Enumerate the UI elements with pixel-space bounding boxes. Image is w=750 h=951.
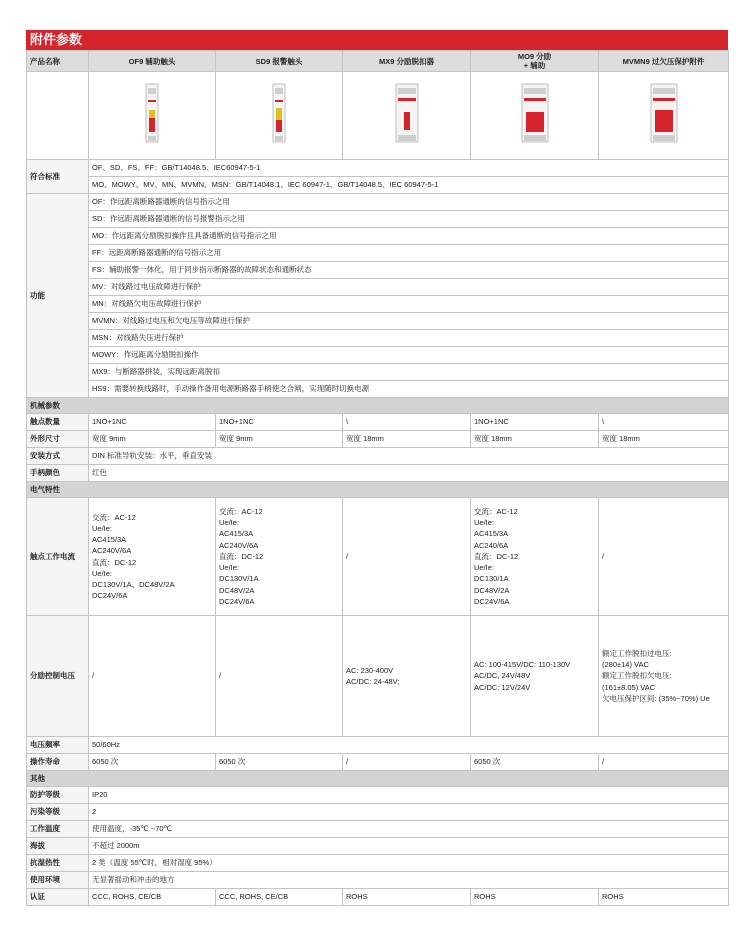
contacts-label: 触点数量 [27,414,89,431]
size-value: 宽度 18mm [343,431,471,448]
function-row [27,262,729,279]
mount-label: 安装方式 [27,448,89,465]
function-item: MO：作远距离分励脱扣操作且具备通断的信号指示之用 [89,228,729,245]
size-row [27,431,729,448]
function-row [27,364,729,381]
function-row [27,347,729,364]
shunt-voltage-value: AC: 230-400V AC/DC: 24-48V; [343,616,471,737]
function-item: MSN：对线路失压进行保护 [89,330,729,347]
altitude-row [27,838,729,855]
function-item: MX9：与断路器拼装，实现远距离脱扣 [89,364,729,381]
ip-row [27,787,729,804]
function-row [27,279,729,296]
contacts-value: 1NO+1NC [89,414,216,431]
altitude-label: 海拔 [27,838,89,855]
pollution-label: 污染等级 [27,804,89,821]
mount-value: DIN 标准导轨安装：水平，垂直安装 [89,448,729,465]
product-header-mx9: MX9 分励脱扣器 [343,51,471,72]
standards-line-2: MO、MOWY、MV、MN、MVMN、MSN：GB/T14048.1、IEC 60947-1、GB/T14048.5、IEC 60947-5-1 [89,177,729,194]
product-header-mo9: MO9 分励 + 辅助 [471,51,599,72]
contact-current-value: 交流：AC-12 Ue/Ie: AC415/3A AC240/6A 直流：DC-12 Ue/Ie: DC130/1A DC48V/2A DC24V/6A [471,498,599,616]
shunt-voltage-row [27,616,729,737]
frequency-label: 电压频率 [27,737,89,754]
pollution-value: 2 [89,804,729,821]
contact-current-value: / [599,498,729,616]
certification-row [27,889,729,906]
product-image-mvmn9 [599,72,729,160]
contact-current-value: 交流：AC-12 Ue/Ie: AC415/3A AC240V/6A 直流：DC-12 Ue/Ie: DC130V/1A、DC48V/2A DC24V/6A [89,498,216,616]
function-item: MV：对线路过电压故障进行保护 [89,279,729,296]
product-image-of9 [89,72,216,160]
shunt-voltage-value: 额定工作脱扣过电压: (280±14) VAC 额定工作脱扣欠电压: (161±8.05) VAC 欠电压保护区间: (35%~70%) Ue [599,616,729,737]
function-row [27,381,729,398]
function-row [27,296,729,313]
contacts-value: \ [599,414,729,431]
temperature-label: 工作温度 [27,821,89,838]
standards-label: 符合标准 [27,160,89,194]
certification-value: ROHS [343,889,471,906]
product-name-label: 产品名称 [27,51,89,72]
contact-current-label: 触点工作电流 [27,498,89,616]
function-row [27,228,729,245]
other-title: 其他 [27,771,729,787]
function-row [27,194,729,211]
product-image-mx9 [343,72,471,160]
image-row-label [27,72,89,160]
life-label: 操作寿命 [27,754,89,771]
contacts-value: 1NO+1NC [216,414,343,431]
mount-row [27,448,729,465]
standards-row-1 [27,160,729,177]
pollution-row [27,804,729,821]
product-image-sd9 [216,72,343,160]
product-image-mo9 [471,72,599,160]
frequency-value: 50/60Hz [89,737,729,754]
function-item: OF：作远距离断路器通断的信号指示之用 [89,194,729,211]
function-item: MN：对线路欠电压故障进行保护 [89,296,729,313]
humidity-value: 2 类（温度 55℃时，相对湿度 95%） [89,855,729,872]
section-title: 附件参数 [26,30,728,50]
size-value: 宽度 9mm [89,431,216,448]
contact-current-row [27,498,729,616]
image-row [27,72,729,160]
spec-page [26,30,728,906]
shunt-voltage-value: / [89,616,216,737]
life-value: 6050 次 [216,754,343,771]
function-item: FS：辅助报警一体化，用于同步指示断路器的故障状态和通断状态 [89,262,729,279]
function-item: FF：远距离断路器通断的信号指示之用 [89,245,729,262]
life-value: / [343,754,471,771]
function-item: MVMN：对线路过电压和欠电压等故障进行保护 [89,313,729,330]
section-row-mechanical [27,398,729,414]
mechanical-title: 机械参数 [27,398,729,414]
handle-row [27,465,729,482]
frequency-row [27,737,729,754]
shunt-voltage-value: / [216,616,343,737]
altitude-value: 不超过 2000m [89,838,729,855]
standards-line-1: OF、SD、FS、FF：GB/T14048.5、IEC60947-5-1 [89,160,729,177]
shunt-voltage-value: AC: 100-415V/DC: 110-130V AC/DC, 24V/48V AC/DC: 12V/24V [471,616,599,737]
product-header-sd9: SD9 报警触头 [216,51,343,72]
certification-value: ROHS [471,889,599,906]
product-header-mvmn9: MVMN9 过欠压保护附件 [599,51,729,72]
temperature-row [27,821,729,838]
contacts-value: 1NO+1NC [471,414,599,431]
section-row-other [27,771,729,787]
size-value: 宽度 18mm [471,431,599,448]
spec-table [26,50,729,906]
certification-value: CCC, ROHS, CE/CB [216,889,343,906]
life-value: 6050 次 [89,754,216,771]
shunt-voltage-label: 分励控制电压 [27,616,89,737]
standards-row-2 [27,177,729,194]
product-header-of9: OF9 辅助触头 [89,51,216,72]
environment-value: 无显著摇动和冲击的地方 [89,872,729,889]
function-item: MOWY：作远距离分励脱扣操作 [89,347,729,364]
certification-value: ROHS [599,889,729,906]
size-value: 宽度 9mm [216,431,343,448]
function-row [27,313,729,330]
size-value: 宽度 18mm [599,431,729,448]
contact-current-value: 交流：AC-12 Ue/Ie: AC415/3A AC240V/6A 直流：DC-12 Ue/Ie: DC130V/1A DC48V/2A DC24V/6A [216,498,343,616]
handle-value: 红色 [89,465,729,482]
environment-row [27,872,729,889]
life-row [27,754,729,771]
ip-label: 防护等级 [27,787,89,804]
humidity-row [27,855,729,872]
function-row [27,330,729,347]
function-label: 功能 [27,194,89,398]
life-value: 6050 次 [471,754,599,771]
function-row [27,245,729,262]
contact-current-value: / [343,498,471,616]
certification-label: 认证 [27,889,89,906]
function-item: HS9：需要转换线路时，手动操作备用电源断路器手柄使之合闸，实现随时切换电源 [89,381,729,398]
ip-value: IP20 [89,787,729,804]
certification-value: CCC, ROHS, CE/CB [89,889,216,906]
temperature-value: 使用温度，-35℃ ~70℃ [89,821,729,838]
contacts-row [27,414,729,431]
size-label: 外形尺寸 [27,431,89,448]
function-item: SD：作远距离断路器通断的信号报警指示之用 [89,211,729,228]
section-row-electrical [27,482,729,498]
contacts-value: \ [343,414,471,431]
function-row [27,211,729,228]
life-value: / [599,754,729,771]
humidity-label: 抗湿热性 [27,855,89,872]
environment-label: 使用环境 [27,872,89,889]
header-row [27,51,729,72]
handle-label: 手柄颜色 [27,465,89,482]
electrical-title: 电气特性 [27,482,729,498]
